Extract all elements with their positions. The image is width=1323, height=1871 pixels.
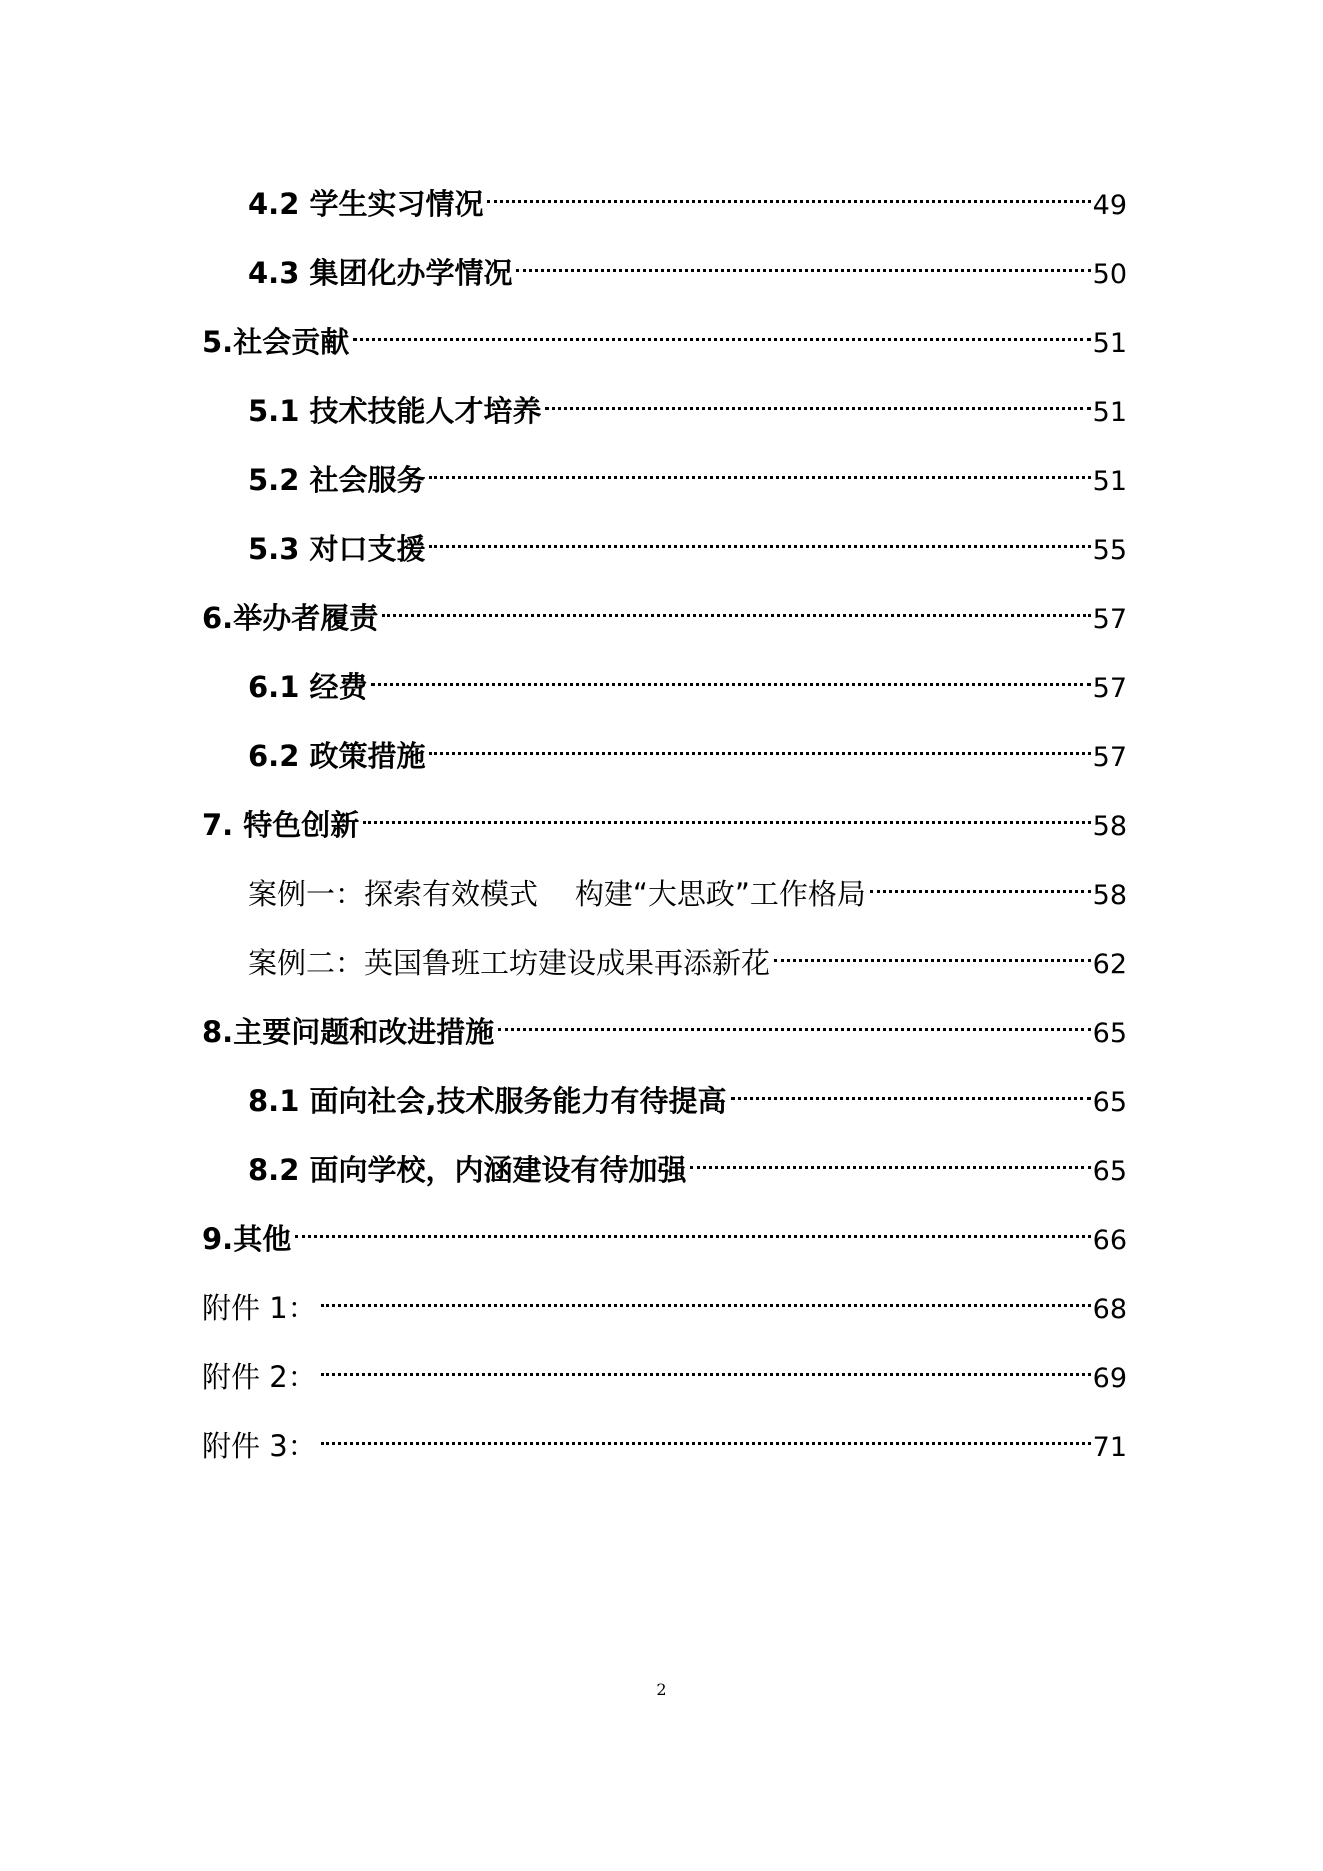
toc-entry-page: 57 — [1092, 604, 1127, 635]
toc-entry-appendix-1[interactable] — [202, 1274, 1127, 1325]
toc-entry-9[interactable] — [202, 1205, 1127, 1256]
toc-dot-leader — [295, 1205, 1090, 1249]
toc-entry-title: 8.2 面向学校，内涵建设有待加强 — [248, 1153, 687, 1187]
toc-entry-8[interactable] — [202, 998, 1127, 1049]
toc-entry-page: 51 — [1092, 328, 1127, 359]
toc-entry-title: 4.3 集团化办学情况 — [248, 256, 513, 290]
toc-dot-leader — [429, 515, 1090, 559]
toc-entry-7[interactable] — [202, 791, 1127, 842]
toc-entry-title: 8.主要问题和改进措施 — [202, 1015, 495, 1049]
toc-entry-title: 7. 特色创新 — [202, 808, 360, 842]
toc-entry-page: 65 — [1092, 1087, 1127, 1118]
toc-entry-title: 6.2 政策措施 — [248, 739, 426, 773]
toc-dot-leader — [363, 791, 1090, 835]
toc-entry-title: 附件 2： — [202, 1360, 317, 1394]
toc-entry-title: 6.1 经费 — [248, 670, 368, 704]
toc-entry-page: 62 — [1092, 949, 1127, 980]
toc-dot-leader — [731, 1067, 1091, 1111]
toc-entry-4-3[interactable] — [248, 239, 1127, 290]
toc-dot-leader — [516, 239, 1090, 283]
toc-dot-leader — [321, 1412, 1091, 1456]
toc-entry-page: 69 — [1092, 1363, 1127, 1394]
toc-entry-5[interactable] — [202, 308, 1127, 359]
toc-entry-8-1[interactable] — [248, 1067, 1127, 1118]
toc-entry-title: 5.3 对口支援 — [248, 532, 426, 566]
toc-entry-6-1[interactable] — [248, 653, 1127, 704]
toc-dot-leader — [321, 1274, 1091, 1318]
toc-entry-6[interactable] — [202, 584, 1127, 635]
toc-entry-page: 65 — [1092, 1156, 1127, 1187]
toc-dot-leader — [545, 377, 1090, 421]
toc-dot-leader — [353, 308, 1090, 352]
toc-entry-5-1[interactable] — [248, 377, 1127, 428]
toc-entry-appendix-3[interactable] — [202, 1412, 1127, 1463]
toc-entry-page: 58 — [1092, 880, 1127, 911]
toc-entry-title: 4.2 学生实习情况 — [248, 187, 484, 221]
toc-dot-leader — [382, 584, 1090, 628]
toc-entry-8-2[interactable] — [248, 1136, 1127, 1187]
toc-entry-5-3[interactable] — [248, 515, 1127, 566]
toc-entry-page: 65 — [1092, 1018, 1127, 1049]
toc-entry-page: 51 — [1092, 466, 1127, 497]
toc-entry-page: 55 — [1092, 535, 1127, 566]
toc-entry-page: 49 — [1092, 190, 1127, 221]
toc-entry-title: 案例二：英国鲁班工坊建设成果再添新花 — [248, 946, 771, 980]
toc-entry-title: 5.1 技术技能人才培养 — [248, 394, 542, 428]
toc-dot-leader — [774, 929, 1091, 973]
toc-entry-title: 8.1 面向社会,技术服务能力有待提高 — [248, 1084, 727, 1118]
page-number: 2 — [656, 1680, 667, 1699]
toc-entry-title: 6.举办者履责 — [202, 601, 379, 635]
toc-entry-5-2[interactable] — [248, 446, 1127, 497]
toc-entry-4-2[interactable] — [248, 170, 1127, 221]
toc-entry-6-2[interactable] — [248, 722, 1127, 773]
toc-dot-leader — [870, 860, 1091, 904]
toc-dot-leader — [690, 1136, 1090, 1180]
toc-entry-page: 58 — [1092, 811, 1127, 842]
toc-entry-title: 5.社会贡献 — [202, 325, 350, 359]
toc-entry-page: 50 — [1092, 259, 1127, 290]
toc-entry-page: 57 — [1092, 673, 1127, 704]
toc-entry-page: 71 — [1092, 1432, 1127, 1463]
toc-dot-leader — [498, 998, 1090, 1042]
toc-dot-leader — [429, 446, 1090, 490]
toc-entry-page: 57 — [1092, 742, 1127, 773]
toc-entry-title: 附件 1： — [202, 1291, 317, 1325]
toc-dot-leader — [429, 722, 1090, 766]
toc-dot-leader — [321, 1343, 1091, 1387]
toc-entry-page: 68 — [1092, 1294, 1127, 1325]
toc-entry-case-1[interactable] — [248, 860, 1127, 911]
toc-entry-title: 5.2 社会服务 — [248, 463, 426, 497]
toc-entry-title: 案例一：探索有效模式 构建“大思政”工作格局 — [248, 877, 866, 911]
toc-entry-page: 51 — [1092, 397, 1127, 428]
toc-entry-title: 9.其他 — [202, 1222, 292, 1256]
toc-dot-leader — [487, 170, 1090, 214]
toc-entry-page: 66 — [1092, 1225, 1127, 1256]
toc-entry-appendix-2[interactable] — [202, 1343, 1127, 1394]
toc-dot-leader — [371, 653, 1090, 697]
toc-entry-case-2[interactable] — [248, 929, 1127, 980]
toc-entry-title: 附件 3： — [202, 1429, 317, 1463]
